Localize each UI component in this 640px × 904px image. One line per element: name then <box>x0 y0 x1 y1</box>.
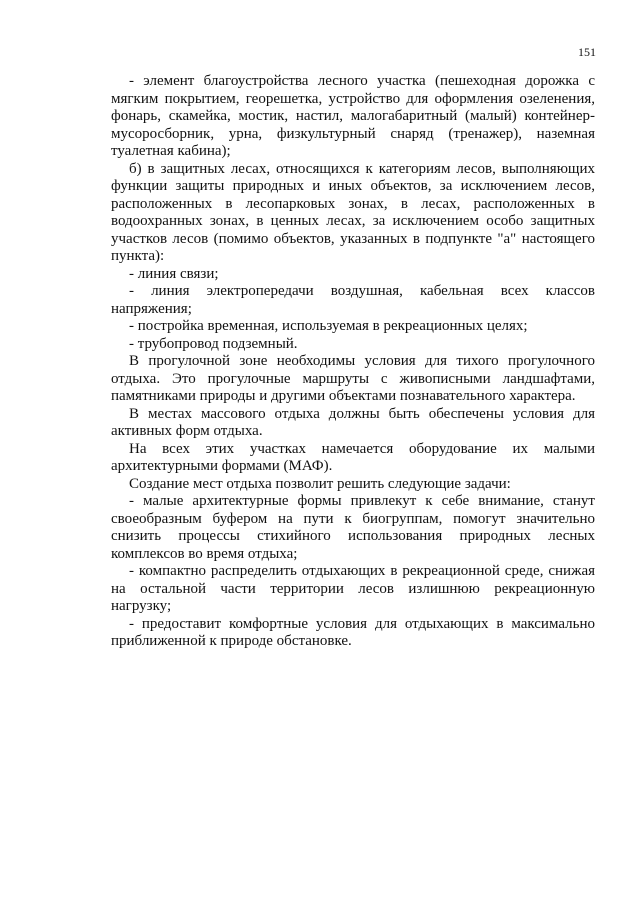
list-item-communication-line: - линия связи; <box>129 265 219 282</box>
list-item-task-distribution: - компактно распределить отдыхающих в рекреационной среде, снижая на остальной части территории лесов излишнюю рекреационную нагрузку; <box>111 563 595 614</box>
paragraph-protective-forests: б) в защитных лесах, относящихся к категориям лесов, выполняющих функции защиты природных и иных объектов, за исключением лесов, расположенных в лесопарковых зонах, в лесах, расположенных в водоохранных зонах, в ценных лесах, за исключением особо защитных участков лесов (помимо объектов, указанных в подпункте "а" настоящего пункта): <box>111 160 595 264</box>
list-item-task-attention: - малые архитектурные формы привлекут к себе внимание, станут своеобразным буфером на пути к биогруппам, помогут значительно снизить процессы стихийного использования природных лесных комплексов во время отдыха; <box>111 493 595 562</box>
paragraph-walking-zone: В прогулочной зоне необходимы условия для тихого прогулочного отдыха. Это прогулочные маршруты с живописными ландшафтами, памятниками природы и другими объектами познавательного характера. <box>111 353 595 404</box>
list-item-power-line: - линия электропередачи воздушная, кабельная всех классов напряжения; <box>111 283 595 317</box>
list-item-temporary-building: - постройка временная, используемая в рекреационных целях; <box>129 318 528 334</box>
list-item-underground-pipeline: - трубопровод подземный. <box>129 335 298 352</box>
paragraph-mass-recreation: В местах массового отдыха должны быть обеспечены условия для активных форм отдыха. <box>111 405 595 439</box>
paragraph-maf-equipment: На всех этих участках намечается оборудование их малыми архитектурными формами (МАФ). <box>111 440 595 474</box>
body-text <box>111 73 595 651</box>
paragraph-tasks-intro: Создание мест отдыха позволит решить следующие задачи: <box>129 475 511 492</box>
paragraph-landscaping-element: - элемент благоустройства лесного участка (пешеходная дорожка с мягким покрытием, георешетка, устройство для оформления озеленения, фонарь, скамейка, мостик, настил, малогабаритный (малый) контейнер-мусоросборник, урна, физкультурный снаряд (тренажер), наземная туалетная кабина); <box>111 73 595 159</box>
list-item-task-comfort: - предоставит комфортные условия для отдыхающих в максимально приближенной к природе обстановке. <box>111 615 595 649</box>
page-number: 151 <box>578 45 596 59</box>
